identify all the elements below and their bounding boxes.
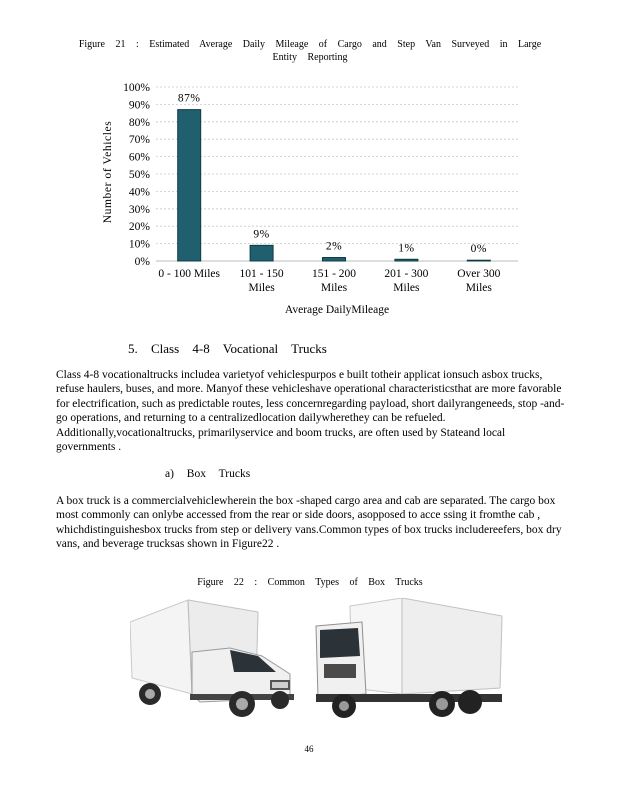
- y-tick-label: 70%: [128, 134, 150, 147]
- x-tick-label: Miles: [248, 282, 275, 294]
- bar-0: [178, 110, 201, 261]
- x-tick-label: 101 - 150: [239, 268, 284, 280]
- bar-1: [250, 245, 273, 261]
- figure-21-caption-line1: Figure 21 : Estimated Average Daily Mileage of Cargo and Step Van Surveyed in Large: [78, 39, 542, 50]
- x-tick-label: Miles: [320, 282, 348, 294]
- y-tick-label: 0%: [134, 256, 150, 268]
- x-tick-label: Miles: [393, 282, 420, 294]
- y-tick-label: 60%: [128, 151, 150, 164]
- mileage-bar-chart: [0, 0, 618, 330]
- x-tick-label: 201 - 300: [384, 268, 429, 280]
- figure-22-caption: Figure 22 : Common Types of Box Trucks: [197, 577, 423, 588]
- y-tick-label: 20%: [128, 221, 150, 234]
- section-heading: 5. Class 4-8 Vocational Trucks: [128, 341, 327, 356]
- y-tick-label: 40%: [128, 186, 150, 199]
- x-tick-label: 0 - 100 Miles: [158, 268, 221, 280]
- bar-3: [395, 259, 418, 261]
- box-truck-right-illustration: [316, 598, 502, 718]
- y-tick-label: 30%: [128, 203, 150, 216]
- y-tick-label: 100%: [123, 82, 150, 94]
- y-tick-label: 90%: [128, 99, 150, 112]
- data-label: 87%: [177, 92, 201, 105]
- data-label: 1%: [398, 242, 415, 255]
- data-label: 0%: [470, 243, 487, 256]
- bar-2: [323, 258, 346, 261]
- bar-4: [467, 260, 490, 261]
- y-tick-label: 80%: [128, 116, 150, 129]
- x-tick-label: Miles: [465, 282, 492, 294]
- subheading-box-trucks: a) Box Trucks: [165, 468, 251, 480]
- paragraph-vocational-trucks: Class 4-8 vocationaltrucks includea varietyof vehiclespurpos e built totheir applicat ionsuch asbox trucks, refuse haulers, buses, and more. Manyof these vehicleshave operational characteristicsthat are more favorable for electrification, such as predictable routes, less concernregarding payload, short dailyrangeneeds, stop -and-go operations, and returning to a centralizedlocation dailywherethey can be refueled. Additionally,vocationaltrucks, primarilyservice and boom trucks, are often used by Stateand local governments .: [56, 369, 565, 454]
- x-tick-label: 151 - 200: [311, 268, 357, 280]
- page-number: 46: [304, 744, 314, 754]
- paragraph-box-trucks: A box truck is a commercialvehiclewherein the box -shaped cargo area and cab are separated. The cargo box most commonly can onlybe accessed from the rear or side doors, asopposed to acce ssing it fromthe cab , whichdistinguishesbox trucks from step or delivery vans.Common types of box trucks includereefers, box dry vans, and beverage trucksas shown in Figure22 .: [56, 495, 562, 551]
- figure-21-caption-line2: Entity Reporting: [272, 52, 348, 63]
- data-label: 9%: [253, 228, 270, 241]
- y-tick-label: 50%: [128, 169, 150, 181]
- data-label: 2%: [325, 240, 343, 253]
- x-axis-title: Average DailyMileage: [284, 304, 390, 316]
- box-trucks-image: [130, 598, 520, 720]
- box-truck-left-illustration: [130, 600, 294, 717]
- y-tick-label: 10%: [128, 238, 150, 251]
- x-tick-label: Over 300: [457, 268, 501, 280]
- y-axis-title: Number of Vehicles: [102, 120, 114, 224]
